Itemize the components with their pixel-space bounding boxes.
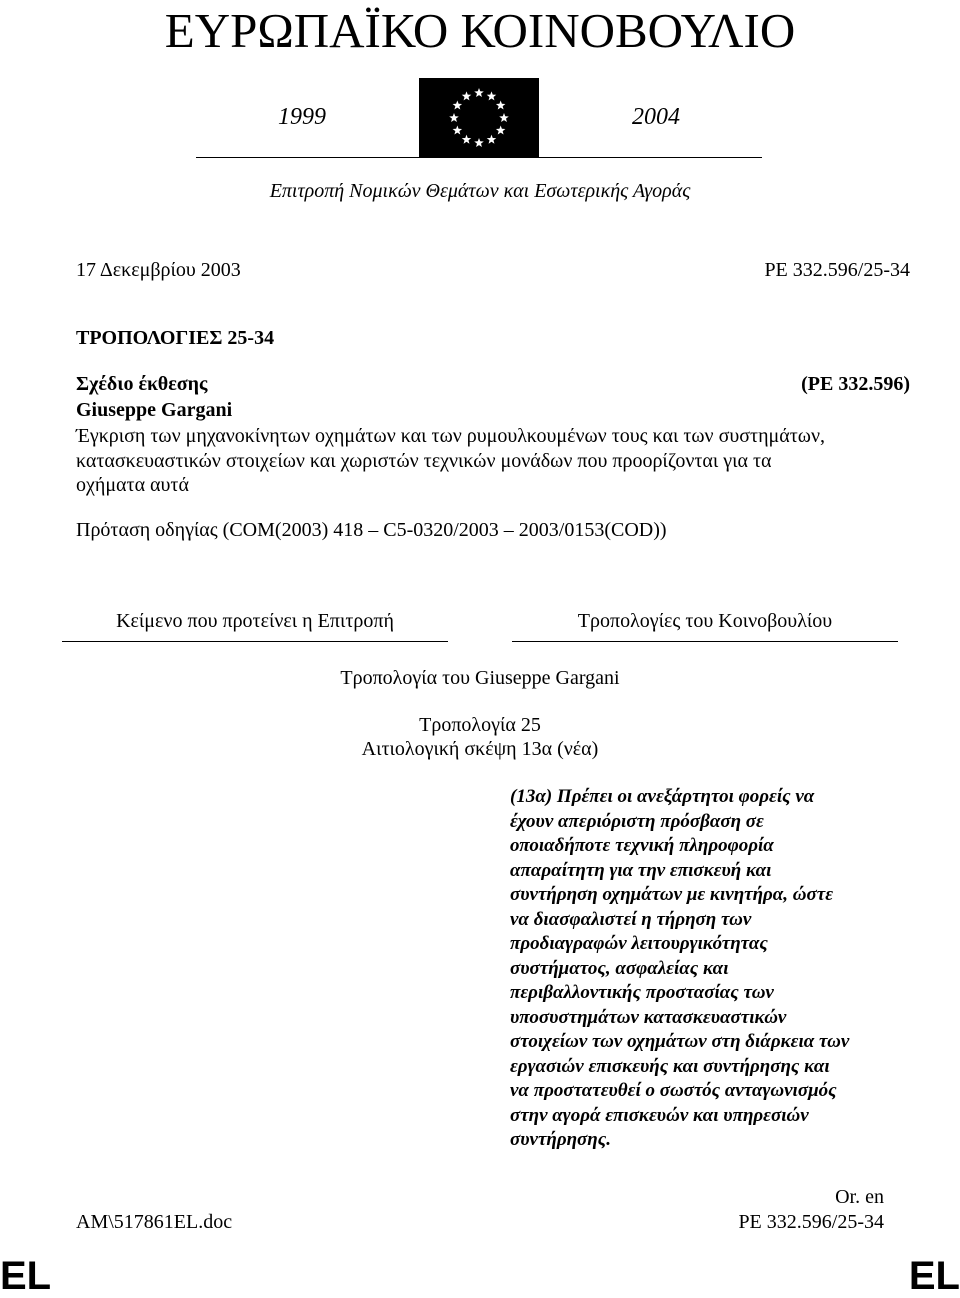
amendment-text-line: στην αγορά επισκευών και υπηρεσιών: [510, 1104, 809, 1126]
subject-line: Έγκριση των μηχανοκίνητων οχημάτων και των ρυμουλκουμένων τους και των συστημάτων,: [76, 425, 825, 447]
amendment-text-line: περιβαλλοντικής προστασίας των: [510, 982, 774, 1003]
amendment-number: Τροπολογία 25: [419, 714, 541, 736]
draft-report-reference: (PE 332.596): [801, 373, 910, 395]
document-reference: PE 332.596/25-34: [764, 259, 910, 281]
amendment-text-line: υποσυστημάτων κατασκευαστικών: [510, 1006, 787, 1028]
page-title: ΕΥΡΩΠΑΪΚΟ ΚΟΙΝΟΒΟΥΛΙΟ: [164, 3, 796, 58]
amendment-text-line: (13α) Πρέπει οι ανεξάρτητοι φορείς να: [510, 786, 815, 807]
language-code-right: EL: [908, 1254, 960, 1298]
amendment-text-line: απαραίτητη για την επισκευή και: [510, 859, 772, 881]
document-file-name: AM\517861EL.doc: [76, 1211, 233, 1233]
subject-line: οχήματα αυτά: [76, 474, 189, 496]
header-divider: [196, 157, 762, 158]
subject-line: κατασκευαστικών στοιχείων και χωριστών τεχνικών μονάδων που προορίζονται για τα: [76, 449, 772, 472]
amendment-text: [510, 785, 910, 1153]
language-code-left: EL: [0, 1254, 52, 1298]
parliament-amendments-column-header: Τροπολογίες του Κοινοβουλίου: [577, 610, 833, 632]
amendment-text-line: να διασφαλιστεί η τήρηση των: [510, 908, 752, 930]
commission-text-column-header: Κείμενο που προτείνει η Επιτροπή: [116, 610, 394, 632]
footer-reference: PE 332.596/25-34: [738, 1211, 884, 1233]
report-subject: [76, 424, 916, 498]
recital-label: Αιτιολογική σκέψη 13α (νέα): [361, 738, 599, 760]
term-end-year: 2004: [632, 104, 680, 130]
draft-report-label: Σχέδιο έκθεσης: [76, 373, 208, 395]
amendment-author: Τροπολογία του Giuseppe Gargani: [340, 667, 620, 689]
committee-name: Επιτροπή Νομικών Θεμάτων και Εσωτερικής Αγοράς: [269, 180, 691, 202]
right-column-divider: [512, 641, 898, 642]
amendment-text-line: οποιαδήποτε τεχνική πληροφορία: [510, 835, 774, 856]
eu-flag-icon: [419, 78, 539, 158]
proposal-reference: Πρόταση οδηγίας (COM(2003) 418 – C5-0320/2003 – 2003/0153(COD)): [76, 519, 667, 541]
amendment-text-line: στοιχείων των οχημάτων στη διάρκεια των: [510, 1031, 850, 1052]
document-date: 17 Δεκεμβρίου 2003: [76, 259, 241, 281]
eu-flag-stars: [419, 78, 539, 158]
amendment-text-line: προδιαγραφών λειτουργικότητας: [510, 933, 768, 954]
original-language: Or. en: [835, 1186, 884, 1208]
amendment-text-line: να προστατευθεί ο σωστός ανταγωνισμός: [510, 1080, 837, 1101]
term-start-year: 1999: [278, 104, 326, 130]
amendment-text-line: έχουν απεριόριστη πρόσβαση σε: [510, 810, 764, 832]
rapporteur-name: Giuseppe Gargani: [76, 399, 233, 421]
amendment-text-line: εργασιών επισκευής και συντήρησης και: [510, 1055, 830, 1077]
amendment-text-line: συντήρηση οχημάτων με κινητήρα, ώστε: [510, 884, 833, 905]
amendments-heading: ΤΡΟΠΟΛΟΓΙΕΣ 25-34: [76, 327, 275, 349]
amendment-text-line: συστήματος, ασφαλείας και: [510, 957, 729, 979]
left-column-divider: [62, 641, 448, 642]
amendment-text-line: συντήρησης.: [510, 1129, 611, 1150]
